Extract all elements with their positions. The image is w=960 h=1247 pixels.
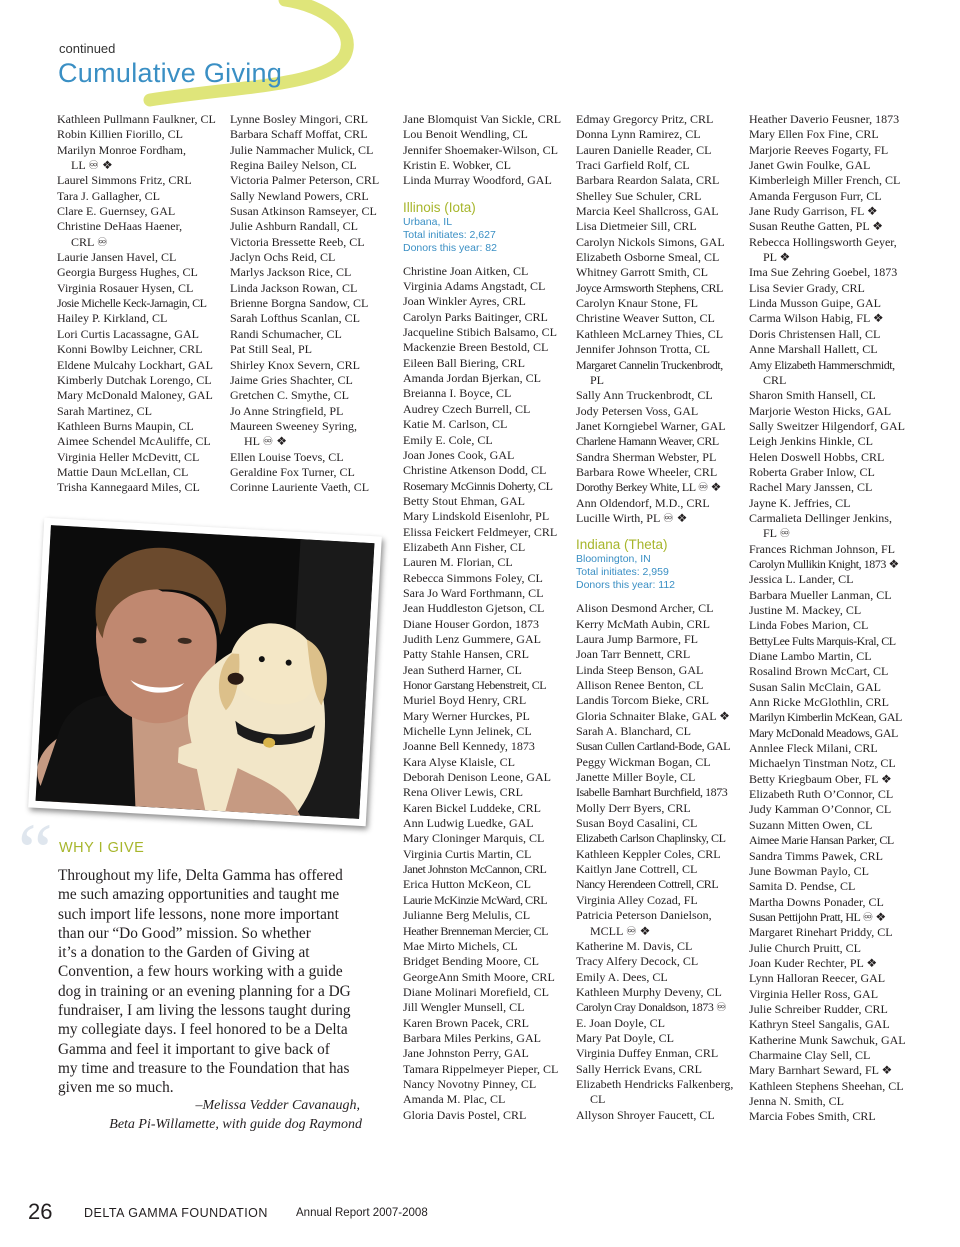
donor-name: Katherine Munk Sawchuk, GAL [749,1032,906,1047]
donor-name: Janet Gwin Foulke, GAL [749,158,871,173]
donor-name: Jill Wengler Munsell, CL [403,1000,525,1015]
donor-name: Mary Ellen Fox Fine, CRL [749,127,879,142]
donor-name: Ima Sue Zehring Goebel, 1873 [749,265,898,280]
donor-name: Michaelyn Tinstman Notz, CL [749,756,896,771]
donor-name: Ann Ludwig Luedke, GAL [403,816,534,831]
donor-name: Ellen Louise Toevs, CL [230,449,344,464]
donor-name: Traci Garfield Rolf, CL [576,158,690,173]
donor-name: Karen Brown Pacek, CRL [403,1015,529,1030]
donor-name: Sara Jo Ward Forthmann, CL [403,585,544,600]
donor-name: Laurie Jansen Havel, CL [57,250,177,265]
quote-line: than our “Do Good” mission. So whether [58,924,311,942]
donor-name: Virginia Adams Angstadt, CL [403,279,546,294]
donor-name: Victoria Palmer Peterson, CRL [230,173,380,188]
donor-name: Elizabeth Carlson Chaplinsky, CL [576,831,726,846]
donor-name: Gloria Schnaiter Blake, GAL ❖ [576,708,730,723]
donor-name: Shelley Sue Schuler, CRL [576,188,702,203]
quote-line: Convention, a few hours working with a guide [58,963,343,981]
donor-name: Linda Jackson Rowan, CL [230,280,358,295]
page-title: Cumulative Giving [58,58,283,88]
donor-name: Jennifer Johnson Trotta, CL [576,342,711,357]
donor-name: Audrey Czech Burrell, CL [403,401,531,416]
donor-name: Marcia Fobes Smith, CRL [749,1109,876,1124]
donor-name: Amanda Ferguson Furr, CL [749,188,882,203]
donor-name: Jaime Gries Shachter, CL [230,372,353,387]
donor-name: Mackenzie Breen Bestold, CL [403,340,549,355]
donor-name: Josie Michelle Keck-Jarnagin, CL [57,296,207,311]
donor-name: Maureen Sweeney Syring, [230,418,357,433]
donor-name: Kara Alyse Klaisle, CL [403,754,515,769]
donor-name: Jo Anne Stringfield, PL [230,403,344,418]
donor-name: Kathleen Keppler Coles, CRL [576,846,721,861]
quote-line: fundraiser, I am living the lessons taught during [58,1002,351,1020]
donor-name: Joanne Bell Kennedy, 1873 [403,739,535,754]
chapter-donors-this-year: Donors this year: 82 [403,241,497,254]
donor-name: Diane Lambo Martin, CL [749,649,872,664]
donor-name: Carolyn Knaur Stone, FL [576,296,698,311]
donor-name: Joan Kuder Rechter, PL ❖ [749,955,878,970]
donor-name: Robin Killien Fiorillo, CL [57,127,184,142]
donor-name: Mary McDonald Maloney, GAL [57,388,213,403]
donor-name: Jane Johnston Perry, GAL [403,1046,529,1061]
donor-name: Lisa Dietmeier Sill, CRL [576,219,697,234]
donor-name: Clare E. Guernsey, GAL [57,204,176,219]
donor-name: Virginia Heller Ross, GAL [749,986,879,1001]
donor-name: Rena Oliver Lewis, CRL [403,785,523,800]
donor-name: Elizabeth Ann Fisher, CL [403,539,526,554]
donor-column-5 [749,112,906,1125]
donor-name: Anne Marshall Hallett, CL [749,342,878,357]
donor-name: Carolyn Cray Donaldson, 1873 ♾ [576,1000,727,1015]
donor-name: Virginia Curtis Martin, CL [403,846,532,861]
donor-name: Allison Renee Benton, CL [576,678,704,692]
donor-name: Sally Newland Powers, CRL [230,188,369,203]
donor-name: Patricia Peterson Danielson, [576,908,712,923]
donor-name: Rosemary McGinnis Doherty, CL [403,478,553,493]
donor-name-continuation: LL ♾ ❖ [71,158,113,173]
donor-name: Barbara Miles Perkins, GAL [403,1030,541,1045]
donor-name: GeorgeAnn Smith Moore, CRL [403,969,555,984]
donor-name: Lucille Wirth, PL ♾ ❖ [576,510,688,525]
quote-line: dog in training or an evening planning for a DG [58,982,351,1000]
donor-name: Elizabeth Ruth O’Connor, CL [749,787,894,802]
donor-name: Laurie McKinzie McWard, CRL [403,892,548,907]
chapter-city: Bloomington, IN [576,553,651,566]
donor-name: Katherine M. Davis, CL [576,938,693,953]
donor-name: Mary Cloninger Marquis, CL [403,831,545,846]
donor-name: Marjorie Weston Hicks, GAL [749,403,892,418]
donor-name: Peggy Wickman Bogan, CL [576,754,711,769]
donor-name: Nancy Herendeen Cottrell, CRL [576,877,719,892]
quote-text [58,866,368,1098]
donor-name: Barbara Rowe Wheeler, CRL [576,464,718,479]
donor-name: Muriel Boyd Henry, CRL [403,693,527,708]
quote-line: such import life lessons, none more important [58,905,339,923]
donor-name: Amy Elizabeth Hammerschmidt, [749,357,895,372]
donor-name: Kristin E. Wobker, CL [403,158,511,173]
chapter-heading [403,199,561,255]
donor-name: Virginia Rosauer Hysen, CL [57,280,194,295]
donor-name: Christine DeHaas Haener, [57,219,183,234]
donor-name: Sarah Martinez, CL [57,403,152,418]
donor-name: Lauren Danielle Reader, CL [576,142,712,157]
donor-name: Gretchen C. Smythe, CL [230,388,349,403]
donor-name: Jane Rudy Garrison, FL ❖ [749,204,878,219]
donor-name: Brienne Borgna Sandow, CL [230,296,369,311]
chapter-donors-this-year: Donors this year: 112 [576,579,676,592]
donor-name: Kimberleigh Miller French, CL [749,173,901,188]
chapter-heading [576,536,733,592]
donor-name: Rachel Mary Janssen, CL [749,480,873,495]
donor-name: Aimee Schendel McAuliffe, CL [57,434,211,449]
donor-name: Heather Daverio Feusner, 1873 [749,112,900,126]
donor-name: Sandra Timms Pawek, CRL [749,848,884,863]
donor-name-continuation: CL [590,1092,606,1107]
donor-name: Barbara Schaff Moffat, CRL [230,127,368,142]
donor-name: Carolyn Parks Baitinger, CRL [403,309,548,324]
donor-column-2 [230,112,379,496]
donor-name: Julianne Berg Melulis, CL [403,908,531,923]
donor-name: Carmalieta Dellinger Jenkins, [749,510,892,525]
donor-name: Sarah Lofthus Scanlan, CL [230,311,360,326]
donor-name: Jayne K. Jeffries, CL [749,495,851,510]
donor-name: Julie Nammacher Mulick, CL [230,142,374,157]
donor-name: Judith Lenz Gummere, GAL [403,631,541,646]
donor-name: Allyson Shroyer Faucett, CL [576,1107,715,1122]
chapter-name: Illinois (Iota) [403,199,476,215]
donor-name: Randi Schumacher, CL [230,326,342,341]
donor-name: Mary McDonald Meadows, GAL [749,725,898,740]
donor-photo-with-guide-dog [36,525,375,819]
donor-name: Amanda M. Plac, CL [403,1092,506,1107]
donor-name: Mary Barnhart Seward, FL ❖ [749,1063,893,1078]
donor-name: Linda Steep Benson, GAL [576,662,704,677]
donor-name: Pat Still Seal, PL [230,342,313,357]
donor-name: Margaret Rinehart Priddy, CL [749,925,893,940]
donor-name: Jacqueline Stibich Balsamo, CL [403,325,557,340]
donor-name: Rosalind Brown McCart, CL [749,664,889,679]
chapter-total-initiates: Total initiates: 2,959 [576,566,669,579]
donor-name: Hailey P. Kirkland, CL [57,311,168,326]
donor-name: Kathryn Steel Sangalis, GAL [749,1017,890,1032]
donor-name: Mary Lindskold Eisenlohr, PL [403,509,550,524]
donor-name: Regina Bailey Nelson, CL [230,158,357,173]
quote-line: Gamma and feel it important to give back of [58,1040,330,1058]
donor-name: Gloria Davis Postel, CRL [403,1107,527,1122]
donor-name: Sharon Smith Hansell, CL [749,388,876,403]
donor-name: Marcia Keel Shallcross, GAL [576,204,719,219]
donor-name: Lori Curtis Lacassagne, GAL [57,326,199,341]
donor-name: Susan Pettijohn Pratt, HL ♾ ❖ [749,909,886,924]
donor-name: Donna Lynn Ramirez, CL [576,127,701,142]
footer-organization: DELTA GAMMA FOUNDATION [84,1206,268,1220]
donor-name: Mae Mirto Michels, CL [403,938,518,953]
donor-name: Kimberly Dutchak Lorengo, CL [57,372,212,387]
donor-name: Sarah A. Blanchard, CL [576,724,691,739]
donor-name: Mary Pat Doyle, CL [576,1030,674,1045]
donor-name: Betty Stout Ehman, GAL [403,493,525,508]
donor-name: Jane Blomquist Van Sickle, CRL [403,112,562,126]
donor-name: Samita D. Pendse, CL [749,879,856,894]
donor-name: Diane Houser Gordon, 1873 [403,616,539,631]
donor-name: Laura Jump Barmore, FL [576,631,698,646]
chapter-city: Urbana, IL [403,215,453,228]
donor-name: Christine Atkenson Dodd, CL [403,463,547,478]
donor-name: Helen Doswell Hobbs, CRL [749,449,885,464]
donor-name: Joan Jones Cook, GAL [403,447,515,462]
chapter-name: Indiana (Theta) [576,537,668,553]
donor-name: Sally Herrick Evans, CRL [576,1061,702,1076]
quote-line: it’s a donation to the Garden of Giving at [58,944,310,962]
donor-name-continuation: PL [590,372,605,387]
donor-name: Elizabeth Osborne Smeal, CL [576,250,720,265]
donor-name: Lisa Sevier Grady, CRL [749,280,865,295]
quote-line: my time and treasure to the Foundation that has [58,1059,350,1077]
donor-name: Annlee Fleck Milani, CRL [749,741,878,756]
donor-name-continuation: HL ♾ ❖ [244,434,288,449]
donor-name: Jennifer Shoemaker-Wilson, CL [403,142,558,157]
donor-name-continuation: PL ❖ [763,250,791,265]
why-i-give-heading: WHY I GIVE [59,840,145,856]
donor-name: Linda Musson Guipe, GAL [749,296,881,311]
donor-name: Christine Weaver Sutton, CL [576,311,715,326]
continued-label: continued [59,41,116,56]
chapter-total-initiates: Total initiates: 2,627 [403,228,496,241]
donor-name: Emily A. Dees, CL [576,969,668,984]
donor-name: Marilyn Monroe Fordham, [57,142,186,157]
donor-name: Lynne Bosley Mingori, CRL [230,112,368,126]
donor-name: Aimee Marie Hansan Parker, CL [749,833,894,848]
donor-name: Frances Richman Johnson, FL [749,541,895,556]
donor-name: Erica Hutton McKeon, CL [403,877,531,892]
donor-name: Virginia Duffey Enman, CRL [576,1046,719,1061]
donor-name: Lauren M. Florian, CL [403,555,513,570]
footer-report-title: Annual Report 2007-2008 [296,1207,428,1219]
donor-name: Rebecca Hollingsworth Geyer, [749,234,897,249]
donor-name: Sally Sweitzer Hilgendorf, GAL [749,418,905,433]
donor-name: Rebecca Simmons Foley, CL [403,570,543,585]
donor-name: Breianna I. Boyce, CL [403,386,512,401]
donor-name: Judy Kamman O’Connor, CL [749,802,892,817]
donor-name: Lynn Halloran Reecer, GAL [749,971,886,986]
donor-name: Jenna N. Smith, CL [749,1094,844,1108]
donor-name: Carolyn Mullikin Knight, 1873 ❖ [749,556,899,571]
donor-name: Jean Huddleston Gjetson, CL [403,601,545,616]
donor-name: Katie M. Carlson, CL [403,417,508,432]
donor-name: Dorothy Berkey White, LL ♾ ❖ [576,480,721,495]
donor-name: June Bowman Paylo, CL [749,863,869,878]
donor-name: Susan Atkinson Ramseyer, CL [230,204,377,219]
donor-name: Michelle Lynn Jelinek, CL [403,724,532,739]
quote-attribution-name: –Melissa Vedder Cavanaugh, [195,1098,360,1113]
donor-name: Virginia Heller McDevitt, CL [57,449,200,464]
donor-name: Susan Cullen Cartland-Bode, GAL [576,739,731,754]
donor-name: Janette Miller Boyle, CL [576,770,696,785]
donor-name: Trisha Kannegaard Miles, CL [57,480,200,495]
donor-name: Julie Ashburn Randall, CL [230,219,358,234]
donor-name: Joyce Armsworth Stephens, CRL [576,280,723,295]
donor-name: Carma Wilson Habig, FL ❖ [749,311,884,326]
donor-column-1 [57,112,216,496]
donor-column-3 [403,112,561,1123]
donor-name: Diane Molinari Morefield, CL [403,984,549,999]
donor-name: Doris Christensen Hall, CL [749,326,881,341]
donor-name: Barbara Mueller Lanman, CL [749,587,892,602]
donor-name: Ann Oldendorf, M.D., CRL [576,495,710,510]
donor-name: Charmaine Clay Sell, CL [749,1047,871,1062]
donor-name: Justine M. Mackey, CL [749,603,862,617]
donor-name: E. Joan Doyle, CL [576,1015,665,1030]
donor-name: Kerry McMath Aubin, CRL [576,616,710,631]
donor-name-continuation: MCLL ♾ ❖ [590,923,651,938]
quote-mark-icon: “ [18,807,53,894]
donor-name: Tracy Alfery Decock, CL [576,954,699,969]
donor-name: Kaitlyn Jane Cottrell, CL [576,862,698,877]
donor-name: Martha Downs Ponader, CL [749,894,884,909]
donor-name: Emily E. Cole, CL [403,432,493,447]
donor-name: Jessica L. Lander, CL [749,572,854,587]
donor-name: Barbara Reardon Salata, CRL [576,173,720,188]
donor-name: Joan Tarr Bennett, CRL [576,647,691,662]
donor-name: Margaret Cannelin Truckenbrodt, [576,357,723,372]
donor-name: Ann Ricke McGlothlin, CRL [749,695,889,710]
donor-name: Deborah Denison Leone, GAL [403,770,551,785]
donor-name: Alison Desmond Archer, CL [576,601,714,616]
donor-column-4 [576,112,733,1123]
donor-name: Linda Murray Woodford, GAL [403,173,552,188]
donor-name: Leigh Jenkins Hinkle, CL [749,434,873,449]
donor-name: Georgia Burgess Hughes, CL [57,265,198,280]
donor-name: Amanda Jordan Bjerkan, CL [403,371,541,386]
donor-name-continuation: CRL ♾ [71,234,108,249]
donor-name: Jean Sutherd Harner, CL [403,662,522,677]
donor-name: BettyLee Fults Marquis-Kral, CL [749,633,896,648]
donor-name: Patty Stahle Hansen, CRL [403,647,529,662]
donor-name: Eldene Mulcahy Lockhart, GAL [57,357,213,372]
donor-name: Susan Reuthe Gatten, PL ❖ [749,219,883,234]
donor-name: Julie Church Pruitt, CL [749,940,861,955]
photo-frame [28,518,382,826]
donor-name: Landis Torcom Bieke, CRL [576,693,709,708]
donor-name: Kathleen Murphy Deveny, CL [576,984,722,999]
donor-name: Jody Petersen Voss, GAL [576,403,699,418]
donor-name: Mattie Daun McLellan, CL [57,464,189,479]
donor-name: Mary Werner Hurckes, PL [403,708,530,723]
donor-name: Laurel Simmons Fritz, CRL [57,173,192,188]
quote-line: given me so much. [58,1079,174,1097]
donor-name: Charlene Hamann Weaver, CRL [576,434,719,449]
donor-name: Roberta Graber Inlow, CL [749,464,875,479]
donor-name: Kathleen Pullmann Faulkner, CL [57,112,216,126]
donor-name: Christine Joan Aitken, CL [403,263,529,278]
donor-name: Isabelle Barnhart Burchfield, 1873 [576,785,728,800]
donor-name: Jaclyn Ochs Reid, CL [230,250,336,265]
donor-name: Sally Ann Truckenbrodt, CL [576,388,713,403]
donor-name: Suzann Mitten Owen, CL [749,817,873,832]
donor-name: Tamara Rippelmeyer Pieper, CL [403,1061,559,1076]
donor-name: Janet Korngiebel Warner, GAL [576,418,726,433]
donor-name: Edmay Gregorcy Pritz, CRL [576,112,714,126]
donor-name: Marilyn Kimberlin McKean, GAL [749,710,902,725]
donor-name: Victoria Bressette Reeb, CL [230,234,365,249]
donor-name: Bridget Bending Moore, CL [403,954,539,969]
donor-name: Geraldine Fox Turner, CL [230,464,355,479]
donor-name: Julie Schreiber Rudder, CRL [749,1001,888,1016]
photo-illustration [36,525,375,819]
quote-attribution-chapter: Beta Pi-Willamette, with guide dog Raymond [109,1117,362,1132]
donor-name: Marjorie Reeves Fogarty, FL [749,142,889,157]
donor-name: Carolyn Nickols Simons, GAL [576,234,725,249]
quote-line: me such amazing opportunities and taught me [58,886,340,904]
donor-name: Kathleen Stephens Sheehan, CL [749,1078,904,1093]
donor-name-continuation: CRL [763,372,787,387]
donor-name: Honor Garstang Hebenstreit, CL [403,678,547,692]
donor-name: Sandra Sherman Webster, PL [576,449,717,464]
donor-name: Whitney Garrott Smith, CL [576,265,708,280]
donor-name: Betty Kriegbaum Ober, FL ❖ [749,771,892,786]
quote-line: Throughout my life, Delta Gamma has offered [58,867,343,884]
donor-name: Lou Benoit Wendling, CL [403,127,528,142]
donor-name: Karen Bickel Luddeke, CRL [403,800,541,815]
donor-name: Janet Johnston McCannon, CRL [403,862,547,877]
donor-name: Marlys Jackson Rice, CL [230,265,352,280]
donor-name: Elizabeth Hendricks Falkenberg, [576,1076,734,1091]
donor-name: Kathleen McLarney Thies, CL [576,326,724,341]
donor-name: Konni Bowlby Leichner, CRL [57,342,203,357]
donor-name-continuation: FL ♾ [763,526,791,541]
donor-name: Nancy Novotny Pinney, CL [403,1076,537,1091]
donor-name: Heather Brenneman Mercier, CL [403,923,549,938]
donor-name: Virginia Alley Cozad, FL [576,892,698,907]
donor-name: Molly Derr Byers, CRL [576,800,691,815]
donor-name: Corinne Lauriente Vaeth, CL [230,480,370,495]
donor-name: Elissa Feickert Feldmeyer, CRL [403,524,558,539]
donor-name: Eileen Ball Biering, CRL [403,355,525,370]
donor-name: Susan Salin McClain, GAL [749,679,881,694]
donor-name: Susan Boyd Casalini, CL [576,816,698,831]
quote-line: my collegiate days. I feel honored to be a Delta [58,1021,348,1039]
donor-name: Joan Winkler Ayres, CRL [403,294,526,309]
donor-name: Kathleen Burns Maupin, CL [57,418,194,433]
donor-name: Shirley Knox Severn, CRL [230,357,360,372]
page-number: 26 [28,1199,53,1224]
donor-name: Linda Fobes Marion, CL [749,618,869,633]
donor-name: Tara J. Gallagher, CL [57,188,160,203]
